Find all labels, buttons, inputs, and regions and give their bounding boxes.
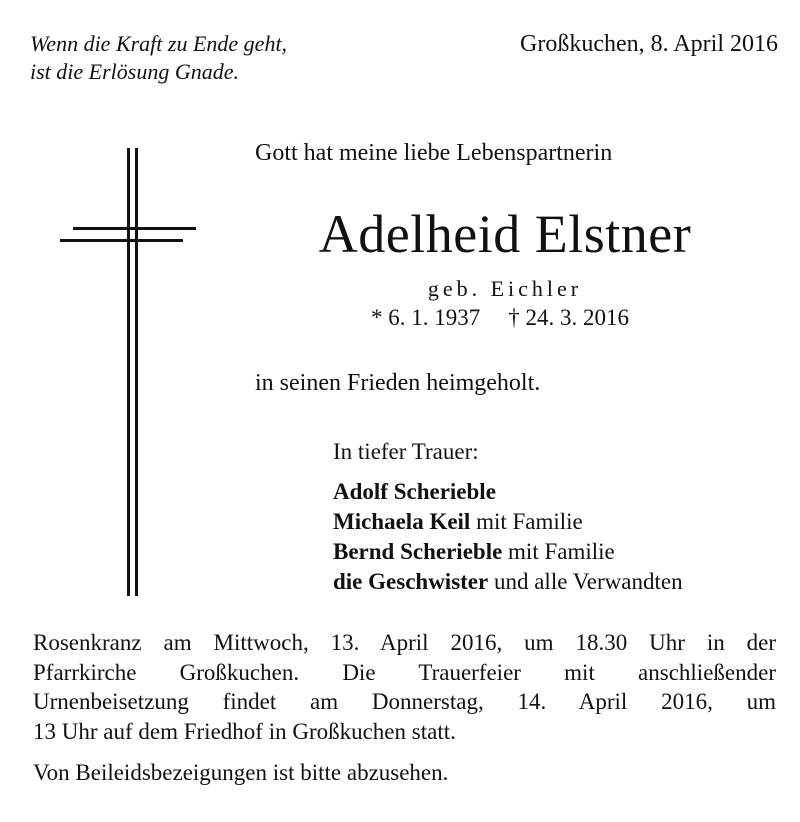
mourner-row (333, 567, 683, 597)
funeral-line: 13 Uhr auf dem Friedhof in Großkuchen statt. (33, 718, 456, 744)
motto-line-1: Wenn die Kraft zu Ende geht, (30, 31, 288, 56)
mourner-row (333, 507, 683, 537)
mourner-row (333, 477, 683, 507)
mourning-heading: In tiefer Trauer: (333, 439, 479, 464)
motto-line-2: ist die Erlösung Gnade. (30, 59, 239, 84)
mourner-name: Bernd Scherieble (333, 539, 503, 564)
mourner-suffix: mit Familie (502, 539, 615, 564)
funeral-details (33, 628, 776, 746)
mourner-suffix: und alle Verwandten (488, 569, 683, 594)
death-date: † 24. 3. 2016 (508, 305, 629, 330)
mourner-row (333, 537, 683, 567)
mourner-name: die Geschwister (333, 569, 489, 594)
place-date: Großkuchen, 8. April 2016 (520, 31, 778, 57)
intro-text: Gott hat meine liebe Lebenspartnerin (255, 140, 613, 166)
mourners-block (333, 437, 683, 597)
homecall-text: in seinen Frieden heimgeholt. (255, 370, 541, 396)
closing-note: Von Beileidsbezeigungen ist bitte abzusehen. (33, 760, 449, 785)
funeral-line: Pfarrkirche Großkuchen. Die Trauerfeier mit anschließender (33, 659, 776, 685)
life-dates (0, 305, 800, 331)
birth-date: * 6. 1. 1937 (371, 305, 481, 330)
maiden-name: geb. Eichler (427, 276, 583, 301)
deceased-name: Adelheid Elstner (318, 204, 692, 264)
motto-quote (30, 30, 287, 86)
mourner-name: Michaela Keil (333, 509, 471, 534)
mourner-name: Adolf Scherieble (333, 479, 496, 504)
mourner-suffix: mit Familie (470, 509, 583, 534)
funeral-line: Rosenkranz am Mittwoch, 13. April 2016, um 18.30 Uhr in der (33, 630, 776, 655)
funeral-line: Urnenbeisetzung findet am Donnerstag, 14. April 2016, um (33, 689, 776, 714)
